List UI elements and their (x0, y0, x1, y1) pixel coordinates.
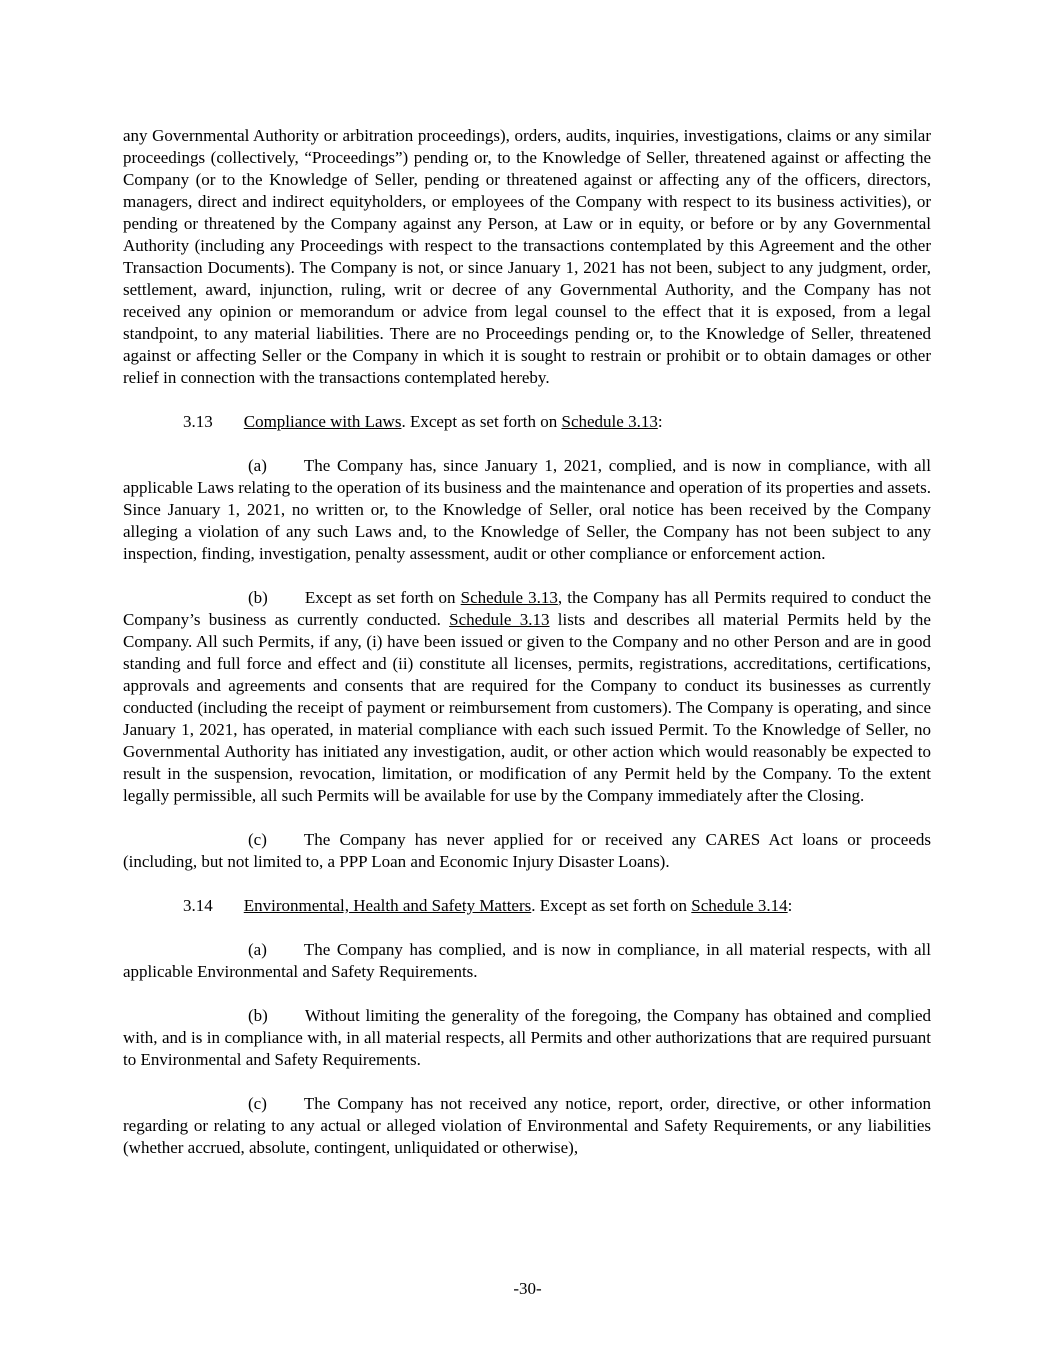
paragraph-3-14-b (123, 1005, 931, 1071)
underlined-text-run: Environmental, Health and Safety Matters (243, 896, 532, 915)
subsection-label: (c) (248, 830, 267, 849)
text-run: . Except as set forth on (401, 412, 562, 431)
underlined-text-run: Schedule 3.14 (691, 896, 788, 915)
paragraph-proceedings-continuation (123, 125, 931, 389)
underlined-text-run: Compliance with Laws (243, 412, 402, 431)
paragraph-3-14-a (123, 939, 931, 983)
paragraph-3-13-c (123, 829, 931, 873)
text-run: lists and describes all material Permits held by the Company. All such Permits, if any, (i) have been issued or given to the Company and no other Person and are in good standing and full force and effect and (ii) constitute all licenses, permits, registrations, accreditations, certifications, approvals and agreements and consents that are required for the Company to conduct its businesses as currently conducted (including the receipt of payment or reimbursement from customers). The Company is operating, and since January 1, 2021, has operated, in material compliance with each such issued Permit. To the Knowledge of Seller, no Governmental Authority has initiated any investigation, audit, or other action which would reasonably be expected to result in the suspension, revocation, limitation, or modification of any Permit held by the Company. To the extent legally permissible, all such Permits will be available for use by the Company immediately after the Closing. (123, 610, 931, 805)
paragraph-3-14-c (123, 1093, 931, 1159)
text-run: , the Company has all Permits required to conduct the Company’s business as currently conducted. (123, 588, 932, 629)
text-run: : (787, 896, 793, 915)
text-run: The Company has complied, and is now in compliance, in all material respects, with all applicable Environmental and Safety Requirements. (123, 940, 931, 981)
subsection-label: (a) (248, 456, 267, 475)
text-run: Without limiting the generality of the foregoing, the Company has obtained and complied with, and is in compliance with, in all material respects, all Permits and other authorizations that are required pursuant to Environmental and Safety Requirements. (123, 1006, 931, 1069)
text-run: The Company has, since January 1, 2021, complied, and is now in compliance, with all applicable Laws relating to the operation of its business and the maintenance and operation of its properties and assets. Since January 1, 2021, no written or, to the Knowledge of Seller, oral notice has been received by the Company alleging a violation of any such Laws and, to the Knowledge of Seller, the Company has not been subject to any inspection, finding, investigation, penalty assessment, audit or other compliance or enforcement action. (123, 456, 931, 563)
section-number: 3.14 (183, 896, 213, 915)
document-body (123, 125, 931, 1159)
text-run: The Company has never applied for or received any CARES Act loans or proceeds (including, but not limited to, a PPP Loan and Economic Injury Disaster Loans). (123, 830, 931, 871)
subsection-label: (b) (248, 1006, 268, 1025)
subsection-label: (c) (248, 1094, 267, 1113)
text-run: Except as set forth on (304, 588, 461, 607)
subsection-label: (b) (248, 588, 268, 607)
section-number: 3.13 (183, 412, 213, 431)
page-number: -30- (513, 1279, 542, 1298)
text-run: The Company has not received any notice, report, order, directive, or other information regarding or relating to any actual or alleged violation of Environmental and Safety Requirements, or any liabilities (whether accrued, absolute, contingent, unliquidated or otherwise), (123, 1094, 931, 1157)
underlined-text-run: Schedule 3.13 (449, 610, 550, 629)
underlined-text-run: Schedule 3.13 (460, 588, 558, 607)
underlined-text-run: Schedule 3.13 (561, 412, 658, 431)
section-3-13-heading (123, 411, 931, 433)
subsection-label: (a) (248, 940, 267, 959)
paragraph-3-13-a (123, 455, 931, 565)
text-run: any Governmental Authority or arbitration proceedings), orders, audits, inquiries, investigations, claims or any similar proceedings (collectively, “Proceedings”) pending or, to the Knowledge of Seller, threatened against or affecting the Company (or to the Knowledge of Seller, pending or threatened against or affecting any of the officers, directors, managers, direct and indirect equityholders, or employees of the Company with respect to its business activities), or pending or threatened by the Company against any Person, at Law or in equity, or before or by any Governmental Authority (including any Proceedings with respect to the transactions contemplated by this Agreement and the other Transaction Documents). The Company is not, or since January 1, 2021 has not been, subject to any judgment, order, settlement, award, injunction, ruling, writ or decree of any Governmental Authority, and the Company has not received any opinion or memorandum or advice from legal counsel to the effect that it is exposed, from a legal standpoint, to any material liabilities. There are no Proceedings pending or, to the Knowledge of Seller, threatened against or affecting Seller or the Company in which it is sought to restrain or prohibit or to obtain damages or other relief in connection with the transactions contemplated hereby. (123, 126, 931, 387)
section-3-14-heading (123, 895, 931, 917)
text-run: : (657, 412, 663, 431)
paragraph-3-13-b (123, 587, 931, 807)
text-run: . Except as set forth on (531, 896, 692, 915)
